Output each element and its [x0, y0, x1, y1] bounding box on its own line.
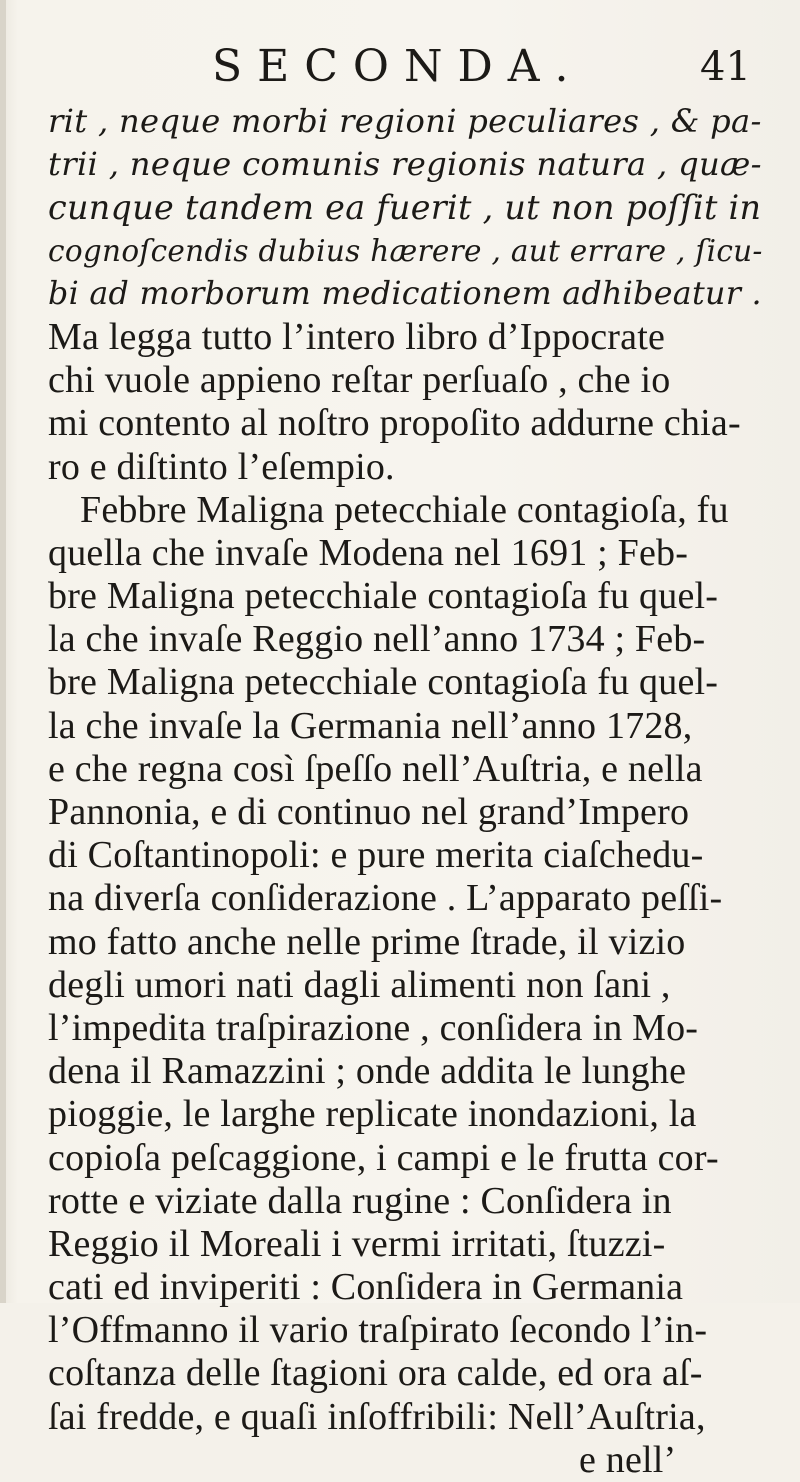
text-line: copioſa peſcaggione, i campi e le frutta cor- [48, 1136, 719, 1179]
running-title: SECONDA. [212, 41, 584, 92]
text-line: mi contento al noſtro propoſito addurne chia- [48, 402, 741, 445]
text-line: cati ed inviperiti : Conſidera in Germania [48, 1266, 684, 1309]
text-line: quella che invaſe Modena nel 1691 ; Feb- [48, 531, 689, 574]
text-line: la che invaſe la Germania nell’anno 1728, [48, 704, 693, 747]
text-line: Ma legga tutto l’intero libro d’Ippocrate [48, 315, 666, 358]
text-line: rit , neque morbi regioni peculiares , & pa- [48, 102, 762, 140]
text-line: degli umori nati dagli alimenti non ſani , [48, 963, 671, 1006]
text-line: chi vuole appieno reſtar perſuaſo , che io [48, 359, 671, 402]
text-line: cognoſcendis dubius hærere , aut errare , ſicu- [48, 233, 763, 268]
text-line: pioggie, le larghe replicate inondazioni, la [48, 1093, 697, 1136]
text-line: Reggio il Moreali i vermi irritati, ſtuzzi- [48, 1222, 666, 1265]
text-line: dena il Ramazzini ; onde addita le lunghe [48, 1050, 687, 1093]
text-line: mo fatto anche nelle prime ſtrade, il vizio [48, 920, 686, 963]
text-line: trii , neque comunis regionis natura , quæ- [48, 145, 762, 184]
text-line: na diverſa conſiderazione . L’apparato peſſi- [48, 877, 723, 920]
paragraph-start-line: Febbre Maligna petecchiale contagioſa, fu [80, 488, 729, 531]
text-line: e che regna così ſpeſſo nell’Auſtria, e nella [48, 747, 703, 790]
text-line: Pannonia, e di continuo nel grand’Impero [48, 791, 690, 833]
text-line: ro e diſtinto l’eſempio. [48, 445, 395, 488]
text-line: bre Maligna petecchiale contagioſa fu quel- [48, 661, 719, 704]
page-gutter-edge [0, 0, 6, 1303]
text-line: cunque tandem ea fuerit , ut non poſſit in [48, 188, 762, 228]
catchword: e nell’ [579, 1438, 677, 1481]
text-line: rotte e viziate dalla rugine : Conſidera in [48, 1179, 672, 1222]
text-line: bre Maligna petecchiale contagioſa fu quel- [48, 575, 719, 618]
text-line: la che invaſe Reggio nell’anno 1734 ; Feb- [48, 618, 706, 661]
text-line: ſai fredde, e quaſi inſoffribili: Nell’Auſtria, [48, 1395, 706, 1438]
text-line: di Coſtantinopoli: e pure merita ciaſchedu- [48, 834, 704, 877]
text-line: bi ad morborum medicationem adhibeatur . [48, 275, 762, 312]
text-line: coſtanza delle ſtagioni ora calde, ed ora aſ- [48, 1352, 703, 1395]
page-number: 41 [700, 44, 751, 90]
text-line: l’Offmanno il vario traſpirato ſecondo l’in- [48, 1309, 708, 1352]
text-line: l’impedita traſpirazione , conſidera in Mo- [48, 1006, 699, 1049]
body-text [48, 100, 768, 1482]
